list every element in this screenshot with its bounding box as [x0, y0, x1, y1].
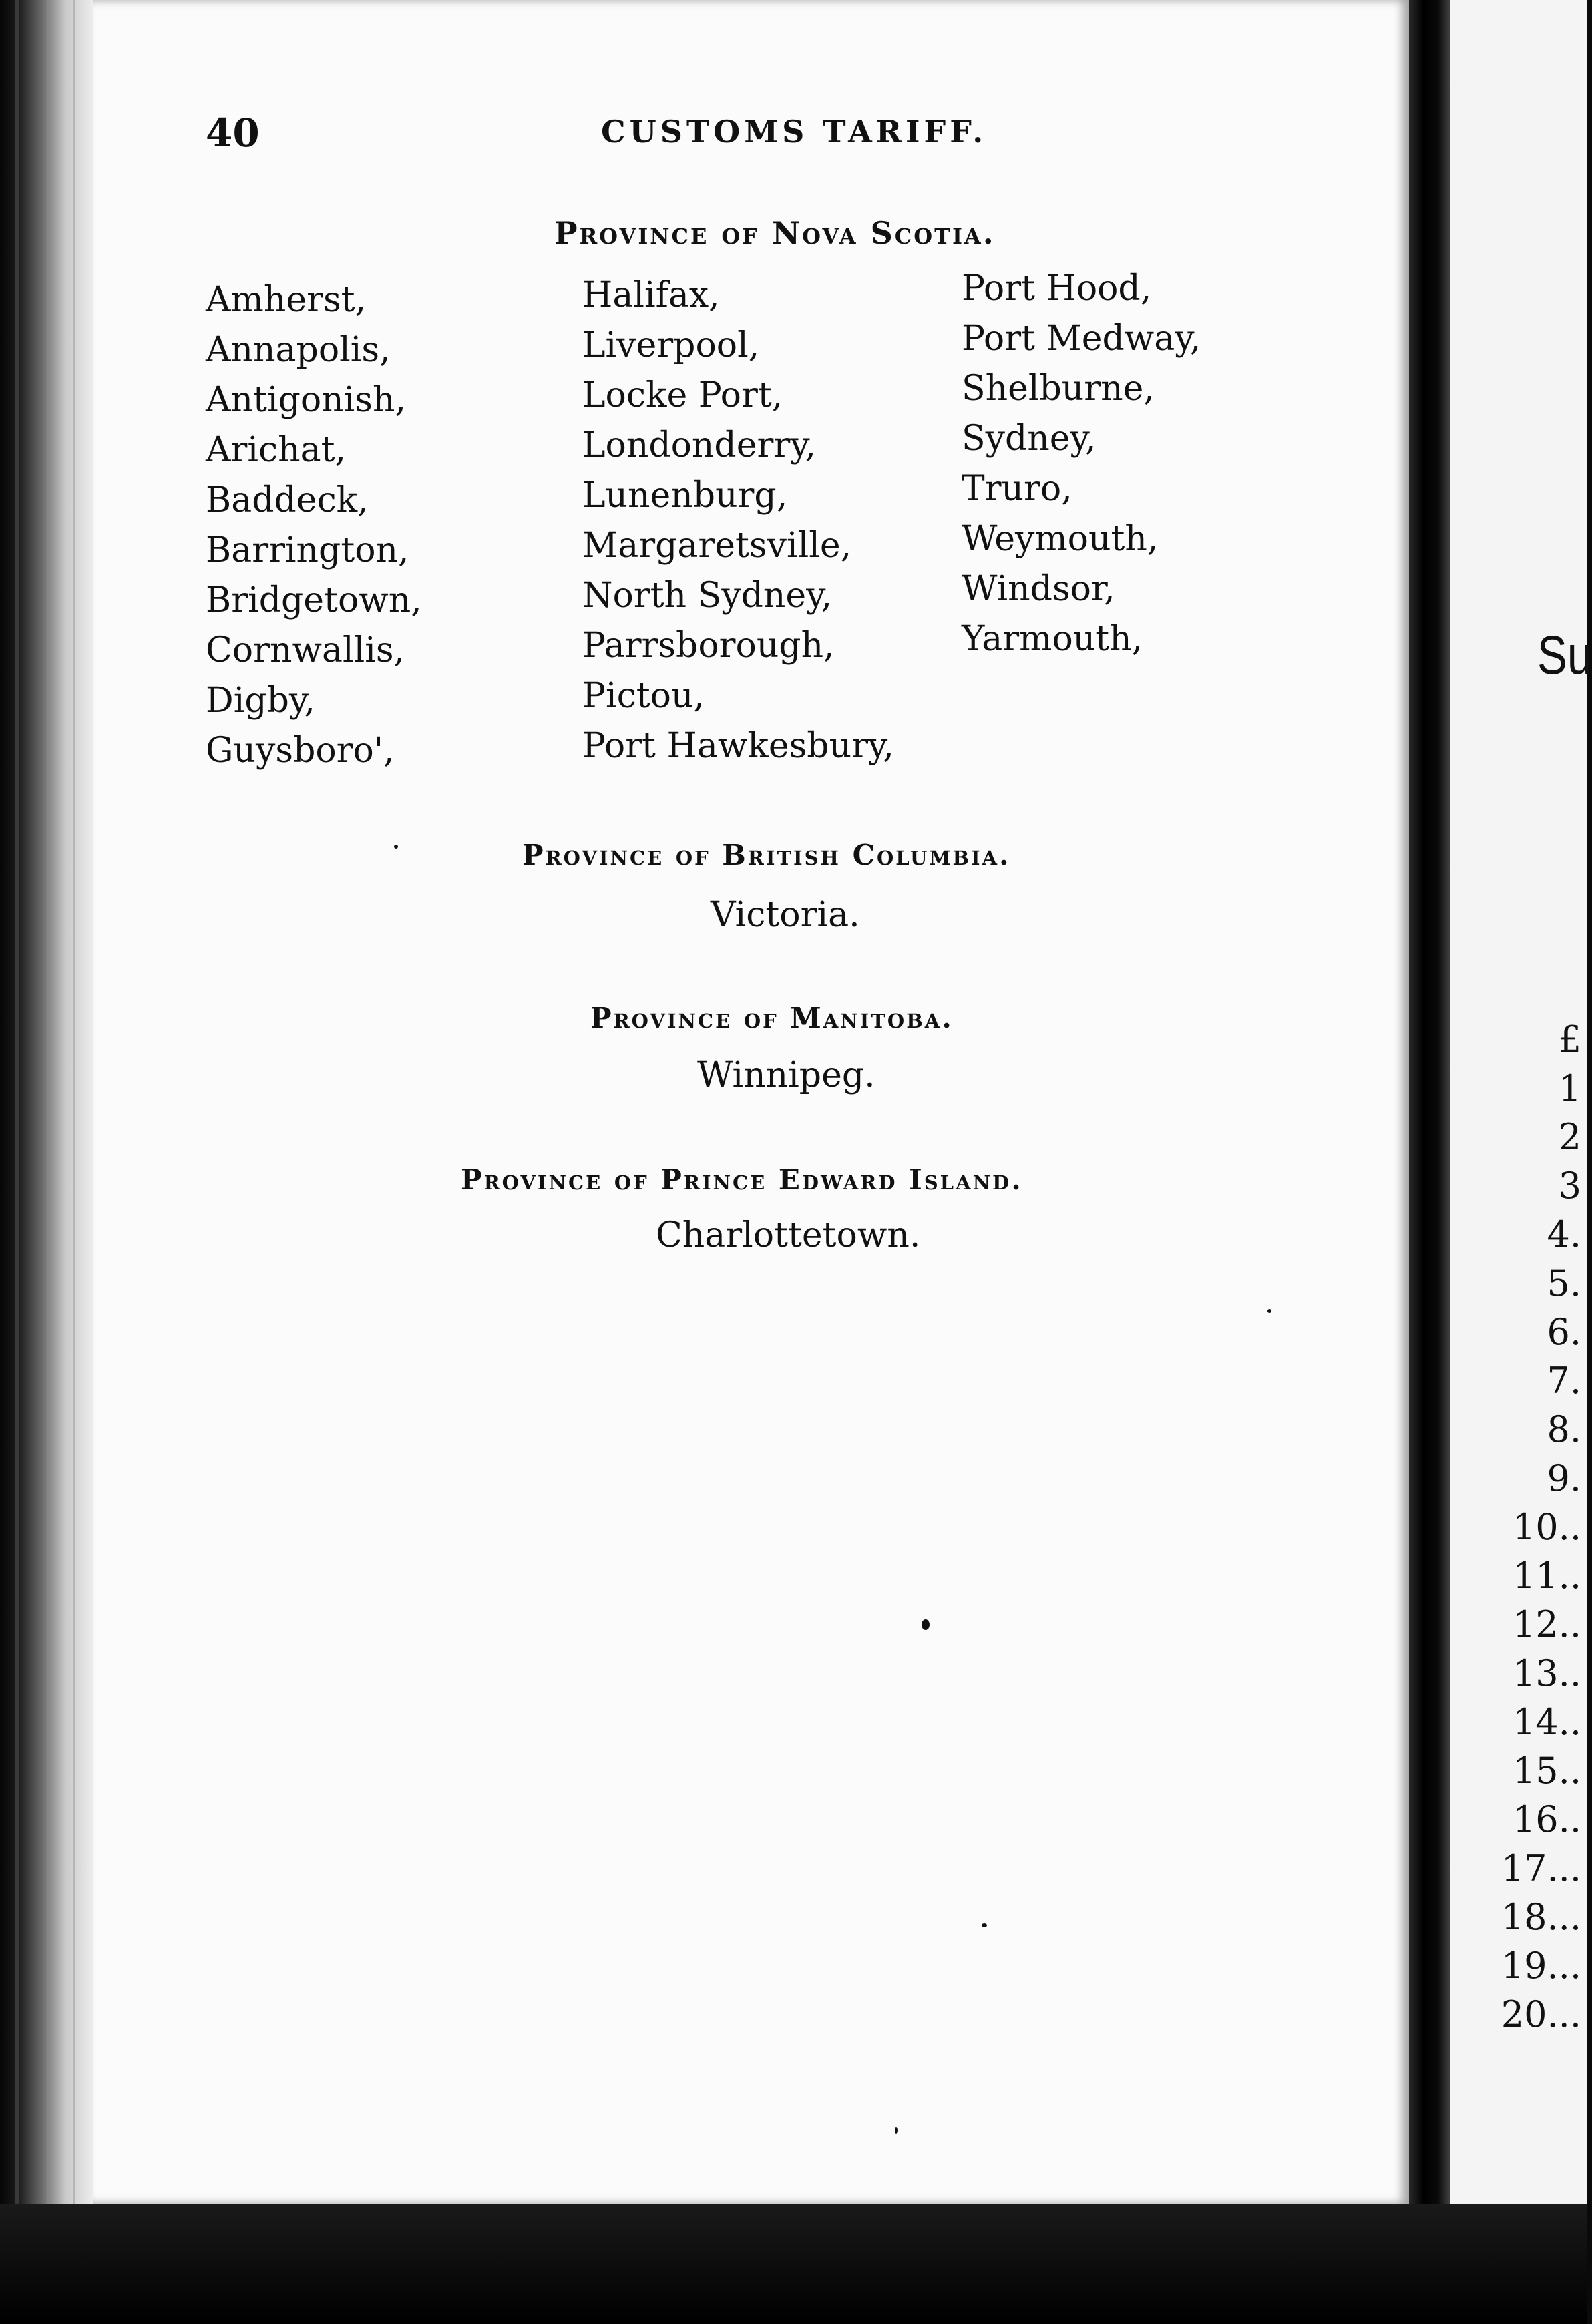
- town-name: Lunenburg,: [582, 475, 788, 516]
- town-name: Winnipeg.: [697, 1055, 875, 1095]
- facing-page-number-column: [1450, 1015, 1587, 2039]
- town-name: Arichat,: [206, 430, 347, 470]
- town-name: Truro,: [962, 469, 1072, 509]
- binding-line: [47, 0, 49, 2324]
- town-name: Victoria.: [711, 895, 860, 935]
- town-name: Parrsborough,: [582, 626, 835, 666]
- town-name: Baddeck,: [206, 480, 369, 520]
- ink-speck: [982, 1923, 987, 1927]
- town-name: Port Hawkesbury,: [582, 726, 894, 766]
- facing-page-number: 13..: [1512, 1652, 1581, 1694]
- town-name: Guysboro',: [206, 731, 395, 771]
- facing-page-number: 3: [1558, 1165, 1581, 1207]
- facing-page-number: 12..: [1512, 1603, 1581, 1645]
- town-list-column-1: [206, 275, 422, 776]
- town-name: North Sydney,: [582, 576, 833, 616]
- section-heading-manitoba: Province of Manitoba.: [590, 1002, 954, 1034]
- town-name: Digby,: [206, 681, 315, 721]
- facing-page-number: £: [1558, 1018, 1581, 1060]
- facing-page-number: 1: [1558, 1067, 1581, 1109]
- page-gutter: [1409, 0, 1450, 2204]
- town-name: Bridgetown,: [206, 580, 422, 620]
- page-number: 40: [206, 110, 260, 156]
- binding-line: [15, 0, 19, 2324]
- town-list-column-2: [582, 270, 894, 771]
- town-name: Port Hood,: [962, 268, 1152, 309]
- bottom-shadow: [0, 2204, 1587, 2324]
- facing-page: [1450, 0, 1592, 2204]
- facing-page-number: 17...: [1501, 1847, 1581, 1889]
- facing-page-number: 11..: [1512, 1555, 1581, 1597]
- book-binding: [0, 0, 93, 2324]
- facing-page-number: 2: [1558, 1116, 1581, 1158]
- facing-page-number: 6.: [1547, 1311, 1581, 1353]
- facing-page-heading-fragment: Su: [1537, 625, 1592, 686]
- town-name: Windsor,: [962, 569, 1115, 609]
- facing-page-number: 20...: [1501, 1993, 1581, 2036]
- facing-page-number: 16..: [1512, 1798, 1581, 1841]
- town-name: Amherst,: [206, 280, 367, 320]
- facing-page-number: 7.: [1547, 1360, 1581, 1402]
- town-name: Londonderry,: [582, 425, 817, 465]
- facing-page-number: 4.: [1547, 1213, 1581, 1255]
- facing-page-number: 5.: [1547, 1262, 1581, 1304]
- section-heading-british-columbia: Province of British Columbia.: [522, 839, 1011, 872]
- town-name: Margaretsville,: [582, 526, 852, 566]
- town-name: Liverpool,: [582, 325, 760, 365]
- running-head: CUSTOMS TARIFF.: [601, 114, 988, 150]
- facing-page-number: 9.: [1547, 1457, 1581, 1499]
- town-name: Antigonish,: [206, 380, 406, 420]
- town-name: Barrington,: [206, 530, 409, 570]
- town-name: Halifax,: [582, 275, 720, 315]
- town-name: Pictou,: [582, 676, 705, 716]
- ink-speck: [922, 1619, 930, 1630]
- section-heading-prince-edward-island: Province of Prince Edward Island.: [461, 1163, 1023, 1196]
- ink-speck: [1267, 1309, 1271, 1313]
- town-name: Cornwallis,: [206, 630, 405, 670]
- ink-speck: [394, 845, 398, 849]
- town-name: Locke Port,: [582, 375, 783, 415]
- town-name: Sydney,: [962, 419, 1097, 459]
- binding-line: [73, 0, 75, 2324]
- facing-page-number: 8.: [1547, 1408, 1581, 1450]
- town-name: Annapolis,: [206, 330, 391, 370]
- town-name: Port Medway,: [962, 319, 1201, 359]
- facing-page-number: 19...: [1501, 1945, 1581, 1987]
- facing-page-number: 14..: [1512, 1701, 1581, 1743]
- ink-speck: [895, 2127, 898, 2134]
- facing-page-number: 18...: [1501, 1896, 1581, 1938]
- town-list-column-3: [962, 264, 1201, 664]
- facing-page-number: 10..: [1512, 1506, 1581, 1548]
- facing-page-number: 15..: [1512, 1750, 1581, 1792]
- town-name: Charlottetown.: [656, 1215, 921, 1255]
- town-name: Shelburne,: [962, 369, 1155, 409]
- section-heading-nova-scotia: Province of Nova Scotia.: [554, 215, 996, 251]
- town-name: Yarmouth,: [962, 619, 1143, 659]
- town-name: Weymouth,: [962, 519, 1159, 559]
